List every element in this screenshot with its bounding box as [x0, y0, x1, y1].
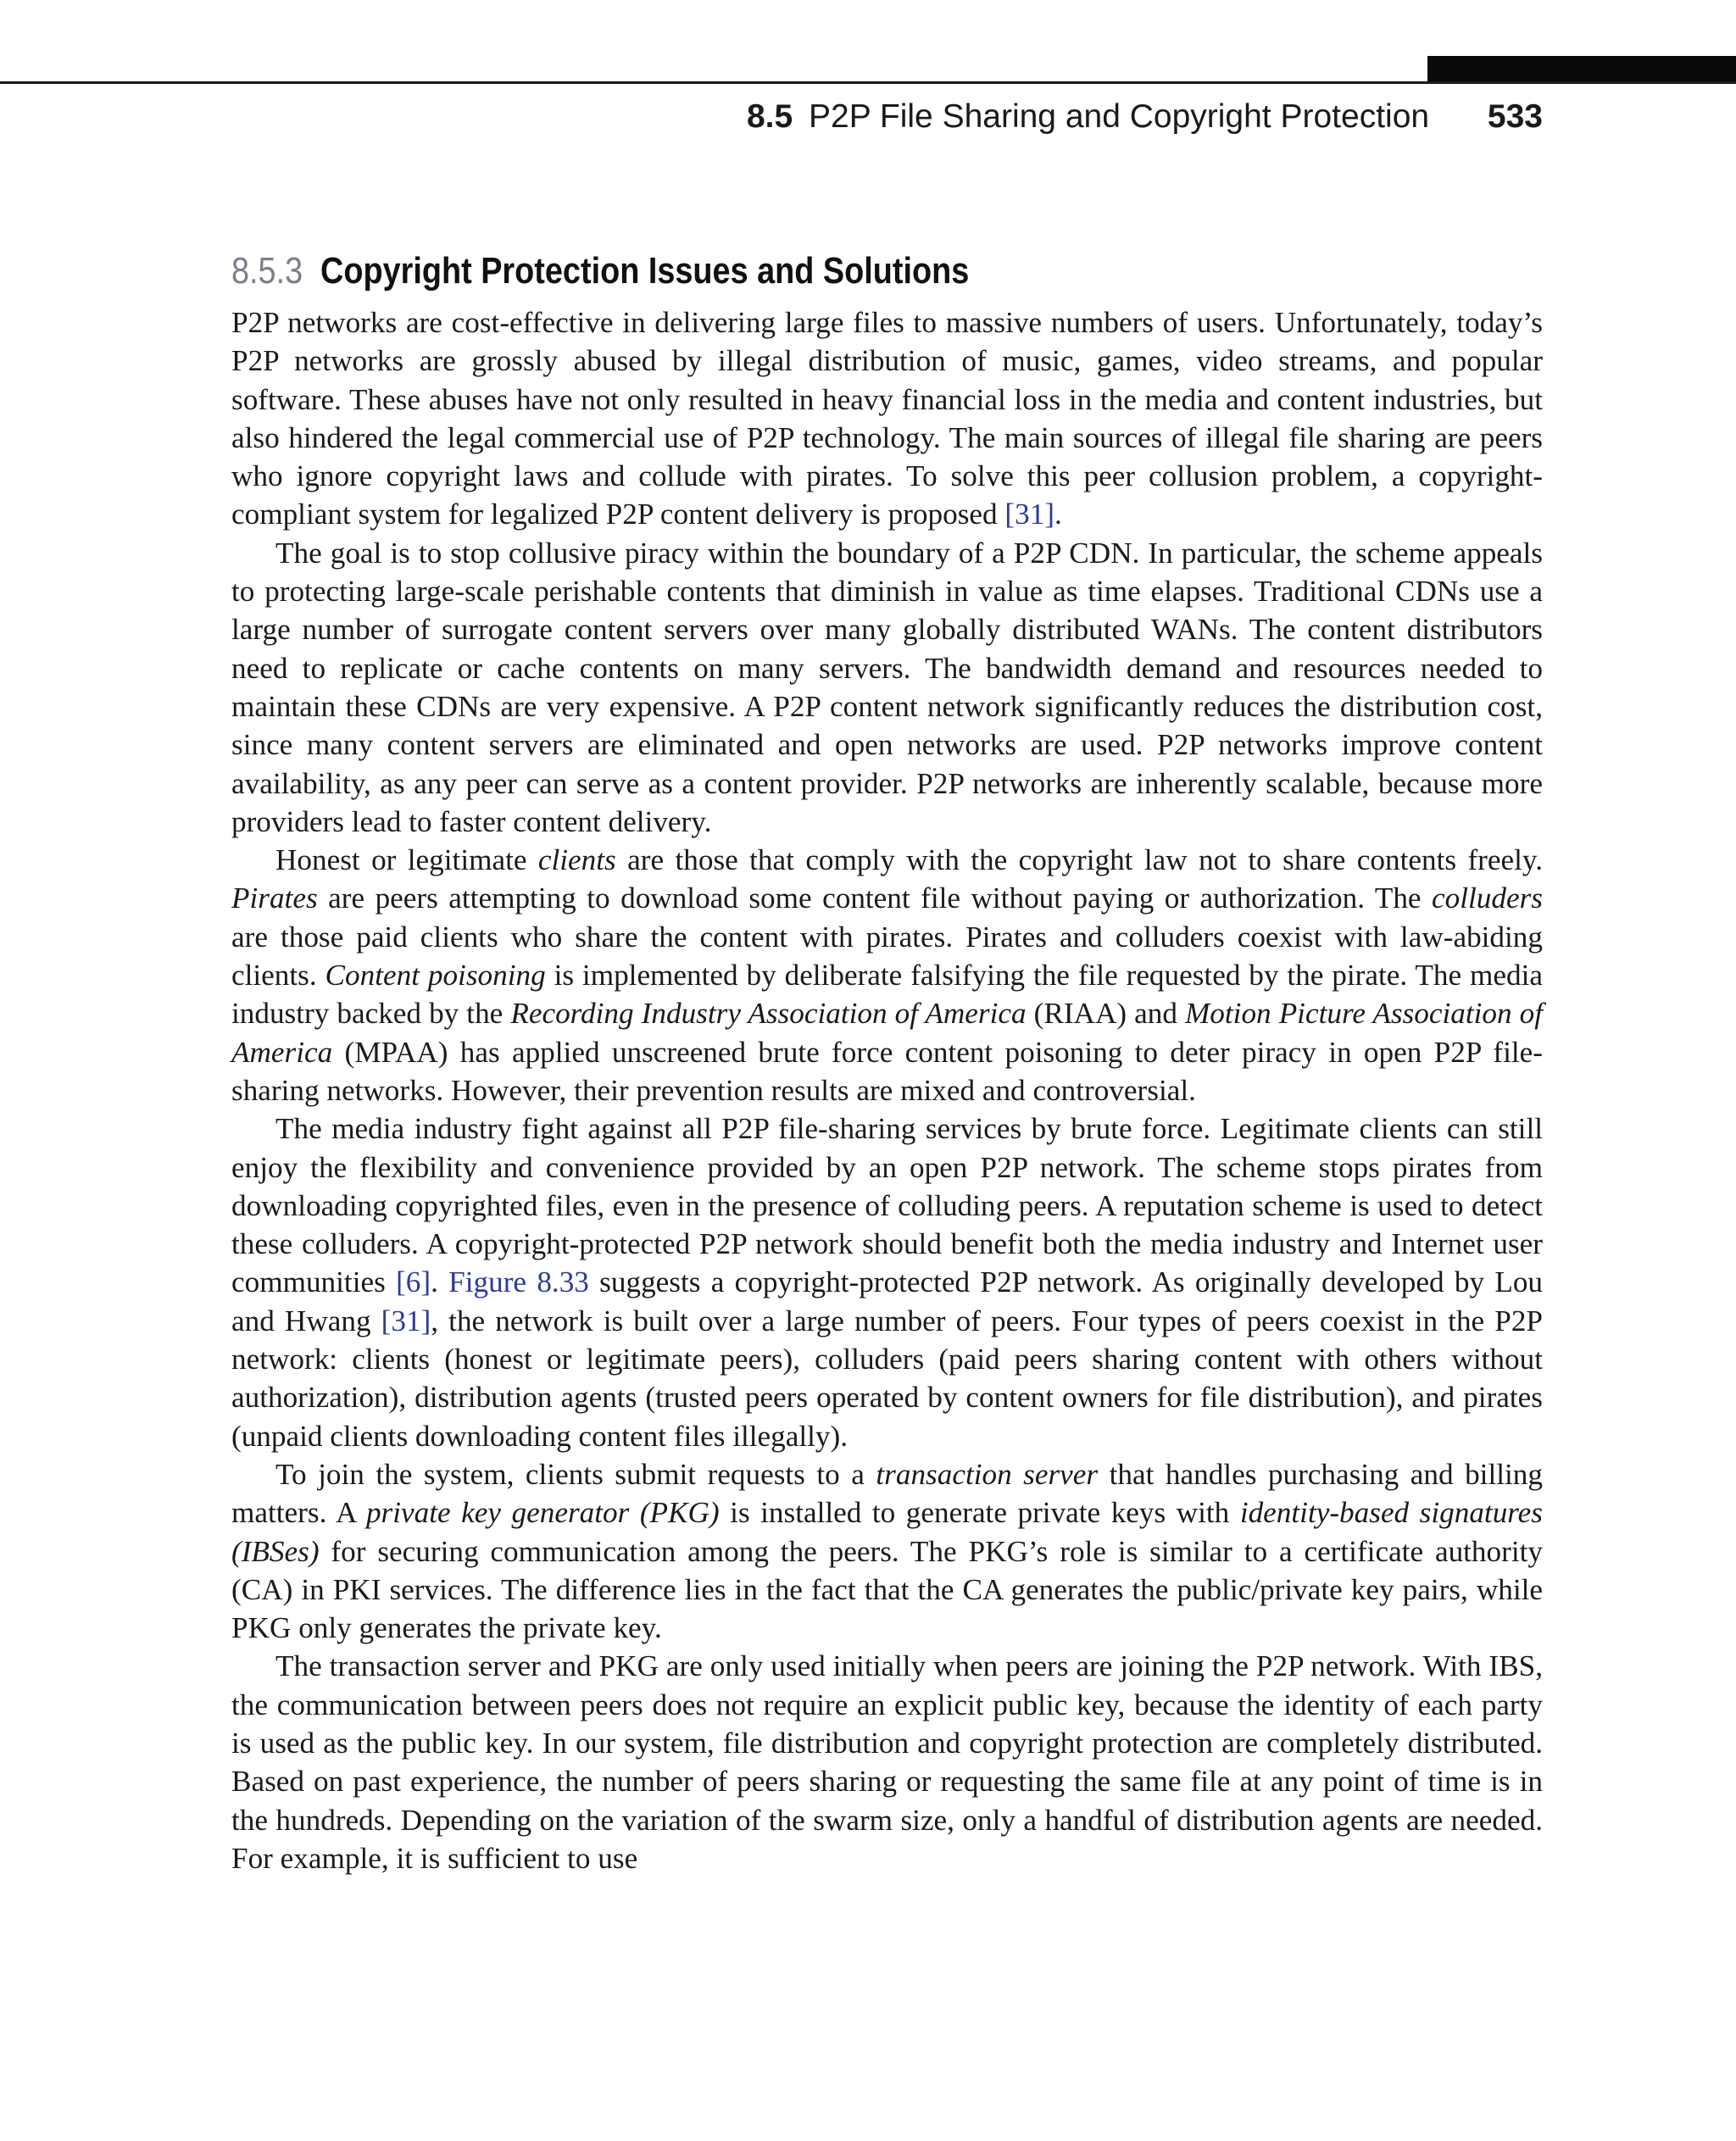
body-text: [231, 303, 1543, 1877]
header-section-number: 8.5: [746, 98, 793, 135]
section-title: Copyright Protection Issues and Solutions: [320, 250, 970, 292]
reference-link[interactable]: [31]: [1004, 498, 1055, 531]
emphasized-term: Motion Picture Association of America: [231, 997, 1543, 1069]
paragraph-1: [231, 303, 1543, 534]
section-heading: [231, 246, 969, 297]
text-run: To join the system, clients submit requests to a: [275, 1457, 876, 1491]
text-run: is installed to generate private keys with: [719, 1496, 1240, 1530]
header-rule: [0, 81, 1736, 84]
emphasized-term: identity-based signatures (IBSes): [231, 1496, 1543, 1568]
text-run: P2P networks are cost-effective in delivering large files to massive numbers of users. Unfortunately, today’s P2P networks are grossly abused by illegal distribution of music, games, video streams, and popular software. These abuses have not only resulted in heavy financial loss in the media and content industries, but also hindered the legal commercial use of P2P technology. The main sources of illegal file sharing are peers who ignore copyright laws and collude with pirates. To solve this peer collusion problem, a copyright-compliant system for legalized P2P content delivery is proposed: [231, 306, 1543, 531]
paragraph-2: [231, 534, 1543, 841]
emphasized-term: transaction server: [876, 1457, 1099, 1491]
text-run: are peers attempting to download some content file without paying or authorization. The: [317, 881, 1433, 915]
section-number: 8.5.3: [231, 250, 303, 292]
text-run: is implemented by deliberate falsifying the file requested by the pirate. The media industry backed by the: [231, 959, 1543, 1031]
emphasized-term: private key generator (PKG): [365, 1496, 720, 1530]
text-run: The goal is to stop collusive piracy within the boundary of a P2P CDN. In particular, the scheme appeals to protecting large-scale perishable contents that diminish in value as time elapses. Traditional CDNs use a large number of surrogate content servers over many globally distributed WANs. The content distributors need to replicate or cache contents on many servers. The bandwidth demand and resources needed to maintain these CDNs are very expensive. A P2P content network significantly reduces the distribution cost, since many content servers are eliminated and open networks are used. P2P networks improve content availability, as any peer can serve as a content provider. P2P networks are inherently scalable, because more providers lead to faster content delivery.: [231, 536, 1543, 838]
header-section-title: P2P File Sharing and Copyright Protection: [809, 98, 1430, 135]
paragraph-6: [231, 1647, 1543, 1877]
text-run: (RIAA) and: [1026, 997, 1185, 1031]
emphasized-term: clients: [537, 843, 616, 877]
paragraph-3: [231, 841, 1543, 1109]
text-run: that handles purchasing and billing matters. A: [231, 1457, 1543, 1530]
header-tab-bar: [1427, 56, 1736, 83]
page-number: 533: [1487, 98, 1543, 135]
reference-link[interactable]: Figure 8.33: [448, 1265, 589, 1299]
text-run: The media industry fight against all P2P file-sharing services by brute force. Legitimate clients can still enjoy the flexibility and convenience provided by an open P2P network. The scheme stops pirates from downloading copyrighted files, even in the presence of colluding peers. A reputation scheme is used to detect these colluders. A copyright-protected P2P network should benefit both the media industry and Internet user communities: [231, 1112, 1543, 1299]
paragraph-5: [231, 1455, 1543, 1647]
text-run: .: [1054, 498, 1062, 531]
running-header: [747, 92, 1543, 142]
emphasized-term: Recording Industry Association of America: [510, 997, 1027, 1031]
text-run: suggests a copyright-protected P2P network. As originally developed by Lou and Hwang: [231, 1265, 1544, 1337]
text-run: Honest or legitimate: [275, 843, 538, 877]
text-run: The transaction server and PKG are only used initially when peers are joining the P2P network. With IBS, the communication between peers does not require an explicit public key, because the identity of each party is used as the public key. In our system, file distribution and copyright protection are completely distributed. Based on past experience, the number of peers sharing or requesting the same file at any point of time is in the hundreds. Depending on the variation of the swarm size, only a handful of distribution agents are needed. For example, it is sufficient to use: [231, 1649, 1543, 1875]
paragraph-4: [231, 1109, 1543, 1455]
emphasized-term: Content poisoning: [325, 959, 546, 993]
text-run: are those that comply with the copyright law not to share contents freely.: [615, 843, 1544, 877]
text-run: .: [431, 1265, 449, 1299]
reference-link[interactable]: [6]: [396, 1265, 431, 1299]
text-run: are those paid clients who share the content with pirates. Pirates and colluders coexist with law-abiding clients.: [231, 920, 1543, 993]
text-run: for securing communication among the peers. The PKG’s role is similar to a certificate authority (CA) in PKI services. The difference lies in the fact that the CA generates the public/private key pairs, while PKG only generates the private key.: [231, 1534, 1543, 1645]
text-run: (MPAA) has applied unscreened brute force content poisoning to deter piracy in open P2P file-sharing networks. However, their prevention results are mixed and controversial.: [231, 1035, 1543, 1107]
emphasized-term: colluders: [1432, 881, 1543, 915]
emphasized-term: Pirates: [231, 881, 318, 915]
text-run: , the network is built over a large number of peers. Four types of peers coexist in the P2P network: clients (honest or legitimate peers), colluders (paid peers sharing content with others without authorization), distribution agents (trusted peers operated by content owners for file distribution), and pirates (unpaid clients downloading content files illegally).: [231, 1304, 1543, 1453]
reference-link[interactable]: [31]: [381, 1304, 431, 1337]
